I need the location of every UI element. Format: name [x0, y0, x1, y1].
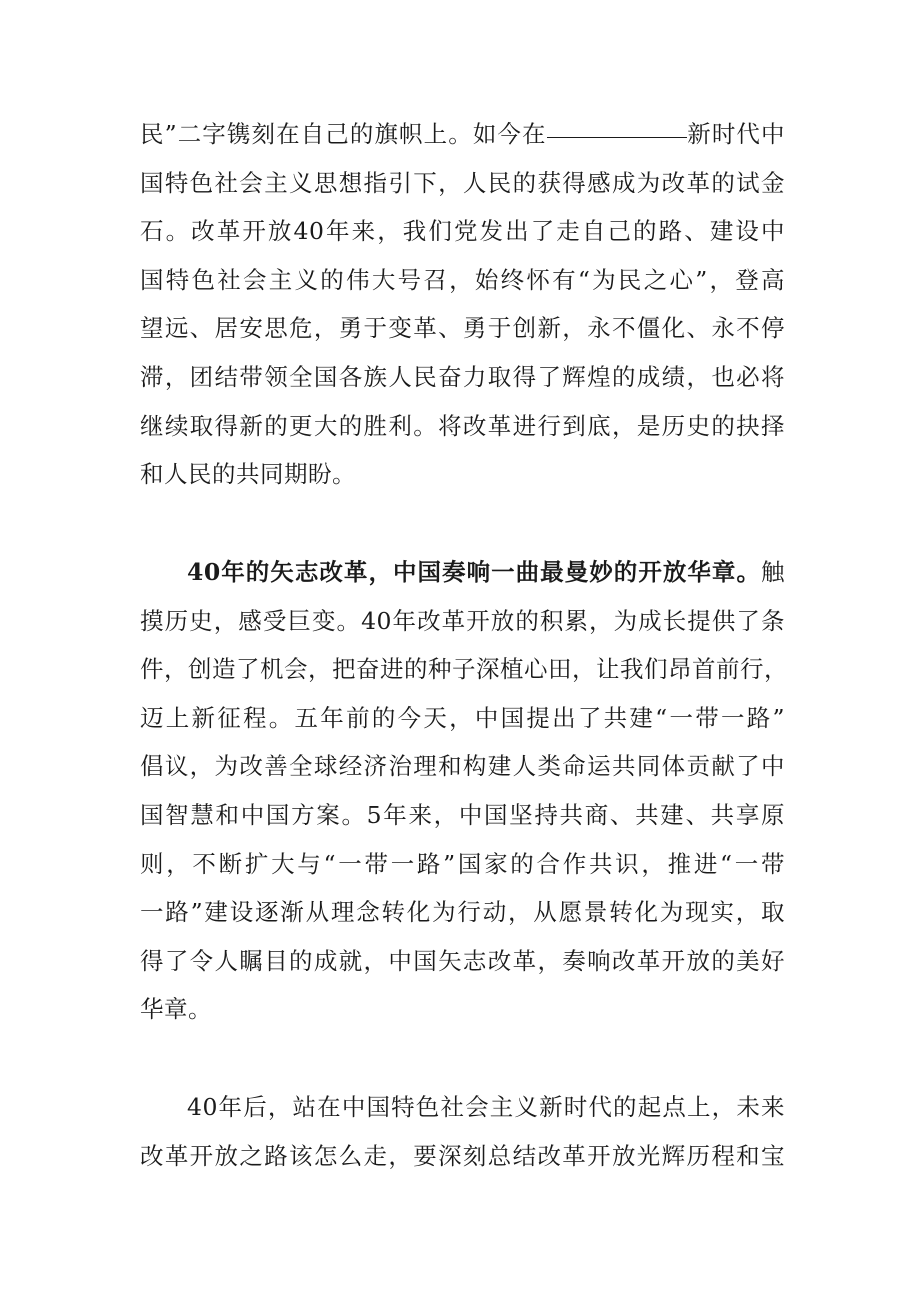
- paragraph-2-heading: 40年的矢志改革，中国奏响一曲最曼妙的开放华章。: [187, 558, 761, 586]
- paragraph-3-line-1: 40年后，站在中国特色社会主义新时代的起点上，未来: [187, 1093, 785, 1121]
- paragraph-2-line-1-rest: 触: [761, 558, 785, 586]
- paragraph-3: [140, 1083, 785, 1180]
- paragraph-1-line-5: 望远、居安思危，勇于变革、勇于创新，永不僵化、永不停: [140, 314, 785, 343]
- paragraph-3-line-2: 改革开放之路该怎么走，要深刻总结改革开放光辉历程和宝: [140, 1141, 785, 1170]
- paragraph-2-line-3: 件，创造了机会，把奋进的种子深植心田，让我们昂首前行，: [140, 655, 788, 684]
- paragraph-1-line-2: 国特色社会主义思想指引下，人民的获得感成为改革的试金: [140, 168, 785, 197]
- paragraph-1-line-4: 国特色社会主义的伟大号召，始终怀有“为民之心”，登高: [140, 265, 785, 294]
- paragraph-2-line-6: 国智慧和中国方案。5年来，中国坚持共商、共建、共享原: [140, 800, 785, 829]
- paragraph-1: [140, 110, 785, 499]
- paragraph-1-line-7: 继续取得新的更大的胜利。将改革进行到底，是历史的抉择: [140, 411, 785, 440]
- paragraph-2-line-1: [140, 548, 785, 597]
- fill-in-blank: [547, 136, 687, 138]
- paragraph-1-line-1-after: 新时代中: [686, 120, 786, 148]
- paragraph-2-line-5: 倡议，为改善全球经济治理和构建人类命运共同体贡献了中: [140, 752, 785, 781]
- paragraph-2-line-2: 摸历史，感受巨变。40年改革开放的积累，为成长提供了条: [140, 606, 785, 635]
- paragraph-2-line-7: 则，不断扩大与“一带一路”国家的合作共识，推进“一带: [140, 849, 785, 878]
- paragraph-2-line-9: 得了令人瞩目的成就，中国矢志改革，奏响改革开放的美好: [140, 946, 785, 975]
- paragraph-1-line-6: 滞，团结带领全国各族人民奋力取得了辉煌的成绩，也必将: [140, 362, 785, 391]
- paragraph-1-line-1: [140, 110, 785, 159]
- paragraph-1-line-3: 石。改革开放40年来，我们党发出了走自己的路、建设中: [140, 217, 785, 246]
- paragraph-2-line-4: 迈上新征程。五年前的今天，中国提出了共建“一带一路”: [140, 703, 785, 732]
- paragraph-1-line-8: 和人民的共同期盼。: [140, 460, 356, 489]
- paragraph-1-line-1-before: 民”二字镌刻在自己的旗帜上。如今在: [140, 120, 547, 148]
- paragraph-2-line-8: 一路”建设逐渐从理念转化为行动，从愿景转化为现实，取: [140, 898, 785, 927]
- paragraph-2-line-10: 华章。: [140, 995, 212, 1024]
- paragraph-2: [140, 548, 788, 1034]
